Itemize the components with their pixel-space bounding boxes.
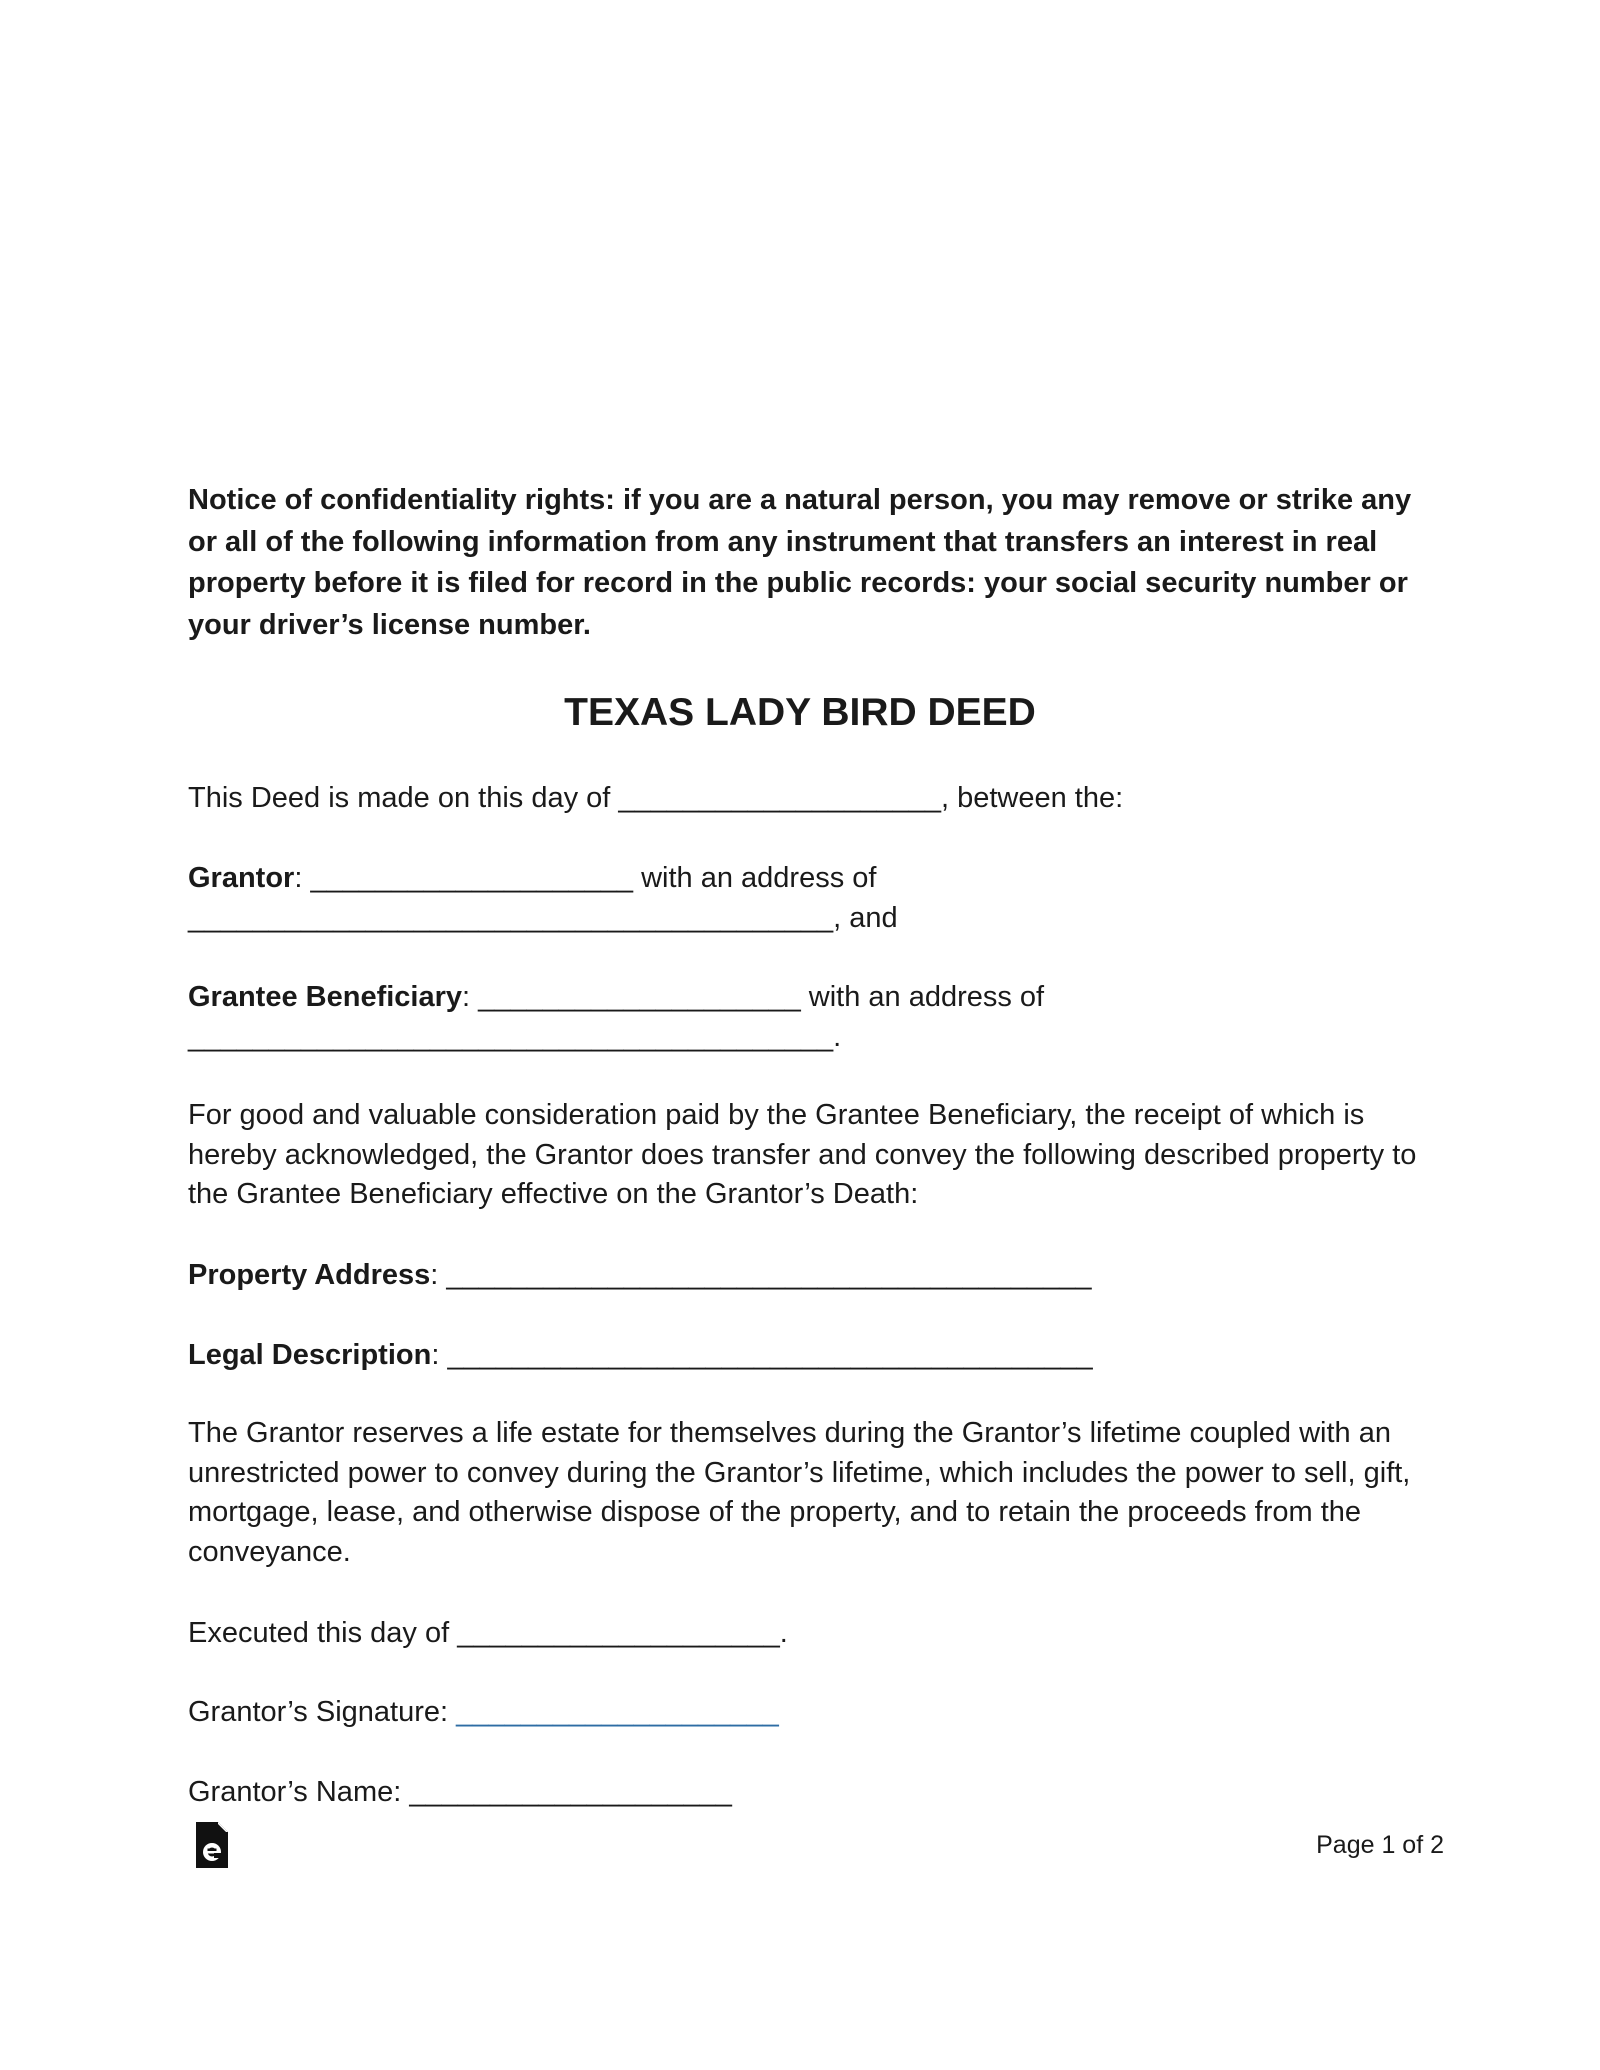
grantee-address-field: ________________________________________. <box>188 1021 842 1053</box>
grantor-signature-line <box>188 1692 779 1732</box>
page-number: Page 1 of 2 <box>1316 1831 1444 1859</box>
eforms-logo-icon <box>194 1822 230 1870</box>
grantee-name-field: : ____________________ with an address of <box>462 981 1045 1013</box>
deed-date-line: This Deed is made on this day of ____________________, between the: <box>188 782 1124 814</box>
grantor-name-field: : ____________________ with an address of <box>294 862 877 894</box>
grantor-signature-field: ____________________ <box>456 1696 779 1728</box>
property-address-line <box>188 1255 1092 1295</box>
consideration-paragraph: For good and valuable consideration paid by the Grantee Beneficiary, the receipt of which is hereby acknowledged, the Grantor does transfer and convey the following described property to the Grantee Beneficiary effective on the Grantor’s Death: <box>188 1099 1417 1211</box>
grantee-label: Grantee Beneficiary <box>188 981 463 1013</box>
grantor-signature-label: Grantor’s Signature: <box>188 1696 457 1728</box>
grantor-label: Grantor <box>188 862 295 894</box>
grantee-line <box>188 977 1044 1017</box>
grantor-address-field: ________________________________________, and <box>188 902 898 934</box>
legal-description-line <box>188 1335 1093 1375</box>
legal-description-field: : ________________________________________ <box>431 1339 1093 1371</box>
life-estate-paragraph: The Grantor reserves a life estate for themselves during the Grantor’s lifetime coupled with an unrestricted power to convey during the Grantor’s lifetime, which includes the power to sell, gift, mortgage, lease, and otherwise dispose of the property, and to retain the proceeds from the conveyance. <box>188 1417 1411 1569</box>
executed-date-line: Executed this day of ____________________. <box>188 1617 788 1649</box>
grantor-line <box>188 858 876 898</box>
document-title: TEXAS LADY BIRD DEED <box>564 691 1036 734</box>
property-address-label: Property Address <box>188 1259 431 1291</box>
grantor-name-line: Grantor’s Name: ____________________ <box>188 1776 732 1808</box>
confidentiality-notice: Notice of confidentiality rights: if you are a natural person, you may remove or strike any or all of the following information from any instrument that transfers an interest in real property before it is filed for record in the public records: your social security number or your driver’s license number. <box>188 484 1412 641</box>
property-address-field: : ________________________________________ <box>430 1259 1092 1291</box>
legal-description-label: Legal Description <box>188 1339 432 1371</box>
